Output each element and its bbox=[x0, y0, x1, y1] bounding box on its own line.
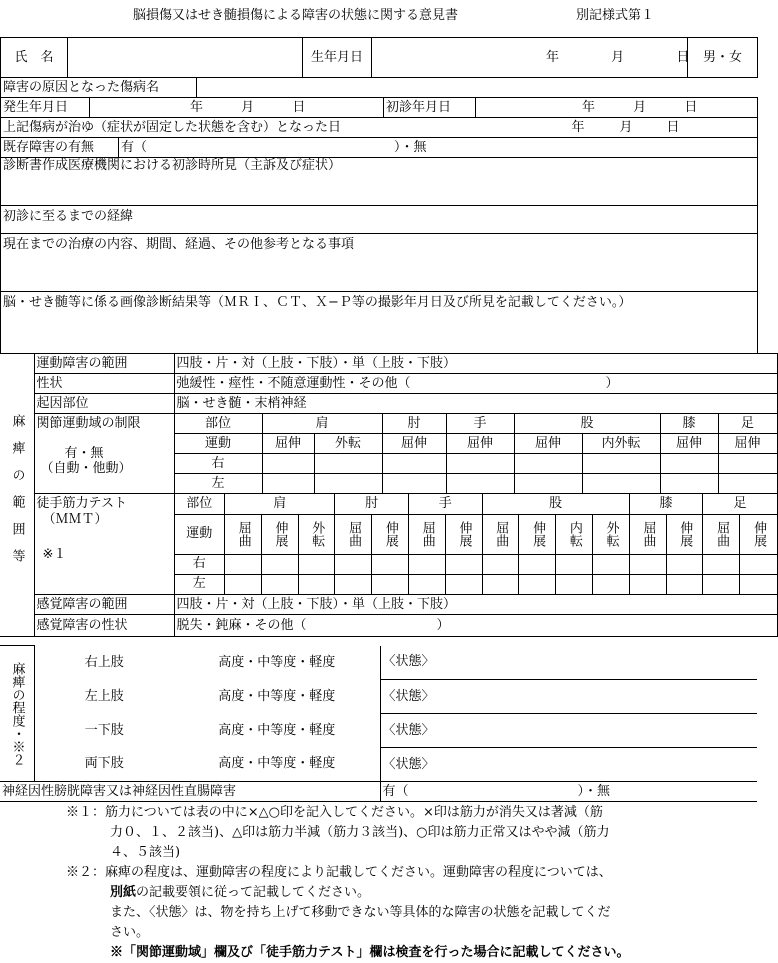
mmt-cell-input[interactable] bbox=[482, 574, 519, 594]
rom-cell-input[interactable] bbox=[314, 454, 382, 474]
mmt-cell-input[interactable] bbox=[519, 554, 556, 574]
mmt-motion: 伸展 bbox=[519, 514, 556, 554]
rom-cell-input[interactable] bbox=[382, 474, 446, 494]
mmt-cell-input[interactable] bbox=[629, 554, 666, 574]
treatment-field[interactable]: 現在までの治療の内容、期間、経過、その他参考となる事項 bbox=[1, 234, 758, 292]
note-2b-bold: 別紙 bbox=[110, 885, 137, 900]
origin-field[interactable]: 脳・せき髄・末梢神経 bbox=[174, 394, 777, 414]
mmt-cell-input[interactable] bbox=[445, 574, 482, 594]
existing-table bbox=[0, 137, 758, 158]
mmt-cell-input[interactable] bbox=[408, 554, 445, 574]
rom-cell-input[interactable] bbox=[514, 474, 582, 494]
rom-motion: 屈伸 bbox=[718, 434, 777, 454]
bladder-label: 神経因性膀胱障害又は神経因性直腸障害 bbox=[0, 782, 380, 802]
mmt-cell-input[interactable] bbox=[372, 554, 409, 574]
narrative-table bbox=[0, 157, 758, 354]
mmt-cell-input[interactable] bbox=[261, 554, 298, 574]
first-visit-label: 初診年月日 bbox=[384, 98, 476, 118]
sensory-range-field[interactable]: 四肢・片・対（上肢・下肢）・単（上肢・下肢） bbox=[174, 595, 777, 615]
degree-scale[interactable]: 高度・中等度・軽度 bbox=[174, 680, 380, 714]
state-field[interactable]: 〈状態〉 bbox=[380, 646, 757, 680]
mmt-motion: 外転 bbox=[592, 514, 629, 554]
mmt-cell-input[interactable] bbox=[519, 574, 556, 594]
degree-side-label: 麻痺の程度・※２ bbox=[0, 646, 34, 782]
rom-part-ankle: 足 bbox=[718, 414, 777, 434]
mmt-cell-input[interactable] bbox=[298, 554, 335, 574]
mmt-part-label: 部位 bbox=[175, 494, 225, 514]
paralysis-range-table bbox=[0, 353, 778, 637]
dob-label: 生年月日 bbox=[303, 38, 372, 78]
state-field[interactable]: 〈状態〉 bbox=[380, 714, 757, 748]
state-field[interactable]: 〈状態〉 bbox=[380, 680, 757, 714]
mmt-cell-input[interactable] bbox=[261, 574, 298, 594]
rom-cell-input[interactable] bbox=[262, 454, 314, 474]
degree-scale[interactable]: 高度・中等度・軽度 bbox=[174, 748, 380, 782]
mmt-cell-input[interactable] bbox=[592, 554, 629, 574]
rom-cell-input[interactable] bbox=[314, 474, 382, 494]
rom-cell-input[interactable] bbox=[446, 454, 514, 474]
limb-label: 一下肢 bbox=[84, 722, 124, 738]
rom-cell-input[interactable] bbox=[718, 454, 777, 474]
motor-range-field[interactable]: 四肢・片・対（上肢・下肢）・単（上肢・下肢） bbox=[174, 354, 777, 374]
rom-part-knee: 膝 bbox=[660, 414, 718, 434]
dob-field[interactable]: 年 月 日 bbox=[372, 38, 688, 78]
mmt-part-hand: 手 bbox=[408, 494, 482, 514]
sensory-range-label: 感覚障害の範囲 bbox=[34, 595, 174, 615]
rom-cell-input[interactable] bbox=[660, 474, 718, 494]
rom-part-hip: 股 bbox=[514, 414, 660, 434]
mmt-part-hip: 股 bbox=[482, 494, 629, 514]
mmt-label: 徒手筋力テスト bbox=[36, 496, 127, 511]
rom-cell bbox=[34, 414, 174, 494]
mmt-part-knee: 膝 bbox=[629, 494, 703, 514]
cured-label: 上記傷病が治ゆ（症状が固定した状態を含む）となった日 bbox=[3, 119, 342, 135]
form-number: 別記様式第１ bbox=[576, 8, 655, 23]
mmt-motion: 内転 bbox=[556, 514, 593, 554]
mmt-cell-input[interactable] bbox=[335, 574, 372, 594]
rom-motion-label: 運動 bbox=[174, 434, 262, 454]
rom-part-hand: 手 bbox=[446, 414, 514, 434]
mmt-cell-input[interactable] bbox=[666, 554, 703, 574]
existing-field[interactable]: 有（ ）・無 bbox=[119, 138, 758, 158]
cured-row[interactable]: 上記傷病が治ゆ（症状が固定した状態を含む）となった日 年 月 日 bbox=[1, 118, 758, 138]
form-title bbox=[0, 4, 758, 26]
mmt-cell-input[interactable] bbox=[372, 574, 409, 594]
cured-table bbox=[0, 117, 758, 138]
rom-cell-input[interactable] bbox=[262, 474, 314, 494]
mmt-part-ankle: 足 bbox=[703, 494, 777, 514]
sensory-nature-field[interactable]: 脱失・鈍麻・その他（ ） bbox=[174, 615, 777, 637]
note-2d: さい。 bbox=[110, 925, 150, 940]
rom-motion: 屈伸 bbox=[262, 434, 314, 454]
mmt-motion: 屈曲 bbox=[482, 514, 519, 554]
degree-scale[interactable]: 高度・中等度・軽度 bbox=[174, 646, 380, 680]
findings-field[interactable]: 診断書作成医療機関における初診時所見（主訴及び症状） bbox=[1, 158, 758, 206]
cause-label: 障害の原因となった傷病名 bbox=[1, 78, 197, 98]
mmt-cell-input[interactable] bbox=[225, 554, 262, 574]
name-field[interactable] bbox=[68, 38, 303, 78]
motor-range-label: 運動障害の範囲 bbox=[34, 354, 174, 374]
note-2a: ※２：麻痺の程度は、運動障害の程度により記載してください。運動障害の程度については、 bbox=[66, 865, 612, 880]
mmt-part-elbow: 肘 bbox=[335, 494, 409, 514]
mmt-right-label: 右 bbox=[175, 554, 225, 574]
cause-table bbox=[0, 77, 758, 98]
mmt-motion: 屈曲 bbox=[629, 514, 666, 554]
mmt-note: ※１ bbox=[42, 547, 67, 563]
mmt-cell bbox=[34, 494, 174, 595]
sex-field[interactable]: 男・女 bbox=[688, 38, 758, 78]
rom-motion: 屈伸 bbox=[660, 434, 718, 454]
dates-table bbox=[0, 97, 758, 118]
onset-label: 発生年月日 bbox=[1, 98, 90, 118]
mmt-motion: 屈曲 bbox=[335, 514, 372, 554]
bladder-field[interactable]: 有（ ）・無 bbox=[380, 782, 757, 802]
rom-cell-input[interactable] bbox=[582, 454, 660, 474]
mmt-cell-input[interactable] bbox=[703, 554, 740, 574]
rom-options[interactable]: 有・無 bbox=[64, 445, 104, 461]
bladder-table bbox=[0, 781, 757, 802]
rom-motion: 屈伸 bbox=[446, 434, 514, 454]
mmt-cell-input[interactable] bbox=[556, 574, 593, 594]
limb-label: 両下肢 bbox=[34, 748, 174, 782]
degree-table bbox=[0, 645, 757, 782]
mmt-cell-input[interactable] bbox=[445, 554, 482, 574]
state-field[interactable]: 〈状態〉 bbox=[380, 748, 757, 782]
rom-motion: 内外転 bbox=[582, 434, 660, 454]
rom-motion: 外転 bbox=[314, 434, 382, 454]
mmt-cell-input[interactable] bbox=[592, 574, 629, 594]
mmt-cell-input[interactable] bbox=[666, 574, 703, 594]
rom-cell-input[interactable] bbox=[514, 454, 582, 474]
origin-label: 起因部位 bbox=[34, 394, 174, 414]
limb-label: 右上肢 bbox=[84, 654, 124, 670]
mmt-grid-cell bbox=[174, 494, 777, 595]
rom-options-sub[interactable]: （自動・他動） bbox=[40, 461, 132, 477]
rom-cell-input[interactable] bbox=[582, 474, 660, 494]
cause-field[interactable] bbox=[197, 78, 758, 98]
mmt-motion: 伸展 bbox=[261, 514, 298, 554]
paralysis-range-side-label: 麻痺の範囲等 bbox=[0, 354, 34, 637]
degree-scale[interactable]: 高度・中等度・軽度 bbox=[174, 714, 380, 748]
rom-part-shoulder: 肩 bbox=[262, 414, 382, 434]
note-2b: 別紙の記載要領に従って記載してください。 bbox=[110, 885, 371, 900]
mmt-cell-input[interactable] bbox=[298, 574, 335, 594]
note-1b: 力０、１、２該当)、△印は筋力半減（筋力３該当)、○印は筋力正常又はやや減（筋力 bbox=[110, 825, 610, 840]
mmt-motion: 伸展 bbox=[445, 514, 482, 554]
mmt-cell-input[interactable] bbox=[556, 554, 593, 574]
rom-cell-input[interactable] bbox=[718, 474, 777, 494]
mmt-cell-input[interactable] bbox=[225, 574, 262, 594]
mmt-cell-input[interactable] bbox=[629, 574, 666, 594]
document-title: 脳損傷又はせき髄損傷による障害の状態に関する意見書 bbox=[133, 8, 459, 23]
mmt-left-label: 左 bbox=[175, 574, 225, 594]
mmt-motion: 伸展 bbox=[372, 514, 409, 554]
rom-right-label: 右 bbox=[174, 454, 262, 474]
mmt-motion: 伸展 bbox=[740, 514, 777, 554]
mmt-motion: 屈曲 bbox=[703, 514, 740, 554]
rom-part-label: 部位 bbox=[174, 414, 262, 434]
nature-field[interactable]: 弛緩性・痙性・不随意運動性・その他（ ） bbox=[174, 374, 777, 394]
mmt-motion: 屈曲 bbox=[225, 514, 262, 554]
note-3: ※「関節運動域」欄及び「徒手筋力テスト」欄は検査を行った場合に記載してください。 bbox=[110, 945, 630, 960]
imaging-field[interactable]: 脳・せき髄等に係る画像診断結果等（ＭＲＩ、ＣＴ、Ｘ−Ｐ等の撮影年月日及び所見を記載してください。） bbox=[1, 292, 758, 354]
mmt-cell-input[interactable] bbox=[482, 554, 519, 574]
header-table bbox=[0, 37, 758, 78]
rom-cell-input[interactable] bbox=[660, 454, 718, 474]
first-visit-field[interactable]: 年 月 日 bbox=[476, 98, 758, 118]
note-2c: また、〈状態〉は、物を持ち上げて移動できない等具体的な障害の状態を記載してくだ bbox=[110, 905, 611, 920]
mmt-motion: 外転 bbox=[298, 514, 335, 554]
sensory-nature-label: 感覚障害の性状 bbox=[34, 615, 174, 637]
mmt-cell-input[interactable] bbox=[335, 554, 372, 574]
note-1c: ４、５該当) bbox=[110, 845, 181, 860]
mmt-sub: （ＭＭＴ） bbox=[42, 511, 108, 527]
rom-label: 関節運動域の制限 bbox=[36, 416, 141, 431]
rom-motion: 屈伸 bbox=[514, 434, 582, 454]
rom-cell-input[interactable] bbox=[446, 474, 514, 494]
rom-part-elbow: 肘 bbox=[382, 414, 446, 434]
mmt-motion: 屈曲 bbox=[408, 514, 445, 554]
mmt-part-shoulder: 肩 bbox=[225, 494, 335, 514]
mmt-cell-input[interactable] bbox=[740, 574, 777, 594]
mmt-motion-label: 運動 bbox=[175, 514, 225, 554]
note-1a: ※１：筋力については表の中に×△○印を記入してください。×印は筋力が消失又は著減（筋 bbox=[66, 805, 603, 820]
mmt-cell-input[interactable] bbox=[408, 574, 445, 594]
rom-left-label: 左 bbox=[174, 474, 262, 494]
mmt-cell-input[interactable] bbox=[740, 554, 777, 574]
mmt-grid bbox=[175, 494, 777, 594]
mmt-motion: 伸展 bbox=[666, 514, 703, 554]
rom-cell-input[interactable] bbox=[382, 454, 446, 474]
mmt-cell-input[interactable] bbox=[703, 574, 740, 594]
name-label: 氏 名 bbox=[1, 38, 68, 78]
existing-label: 既存障害の有無 bbox=[1, 138, 119, 158]
limb-label: 左上肢 bbox=[84, 688, 124, 704]
onset-field[interactable]: 年 月 日 bbox=[90, 98, 384, 118]
rom-motion: 屈伸 bbox=[382, 434, 446, 454]
course-field[interactable]: 初診に至るまでの経緯 bbox=[1, 206, 758, 234]
nature-label: 性状 bbox=[34, 374, 174, 394]
